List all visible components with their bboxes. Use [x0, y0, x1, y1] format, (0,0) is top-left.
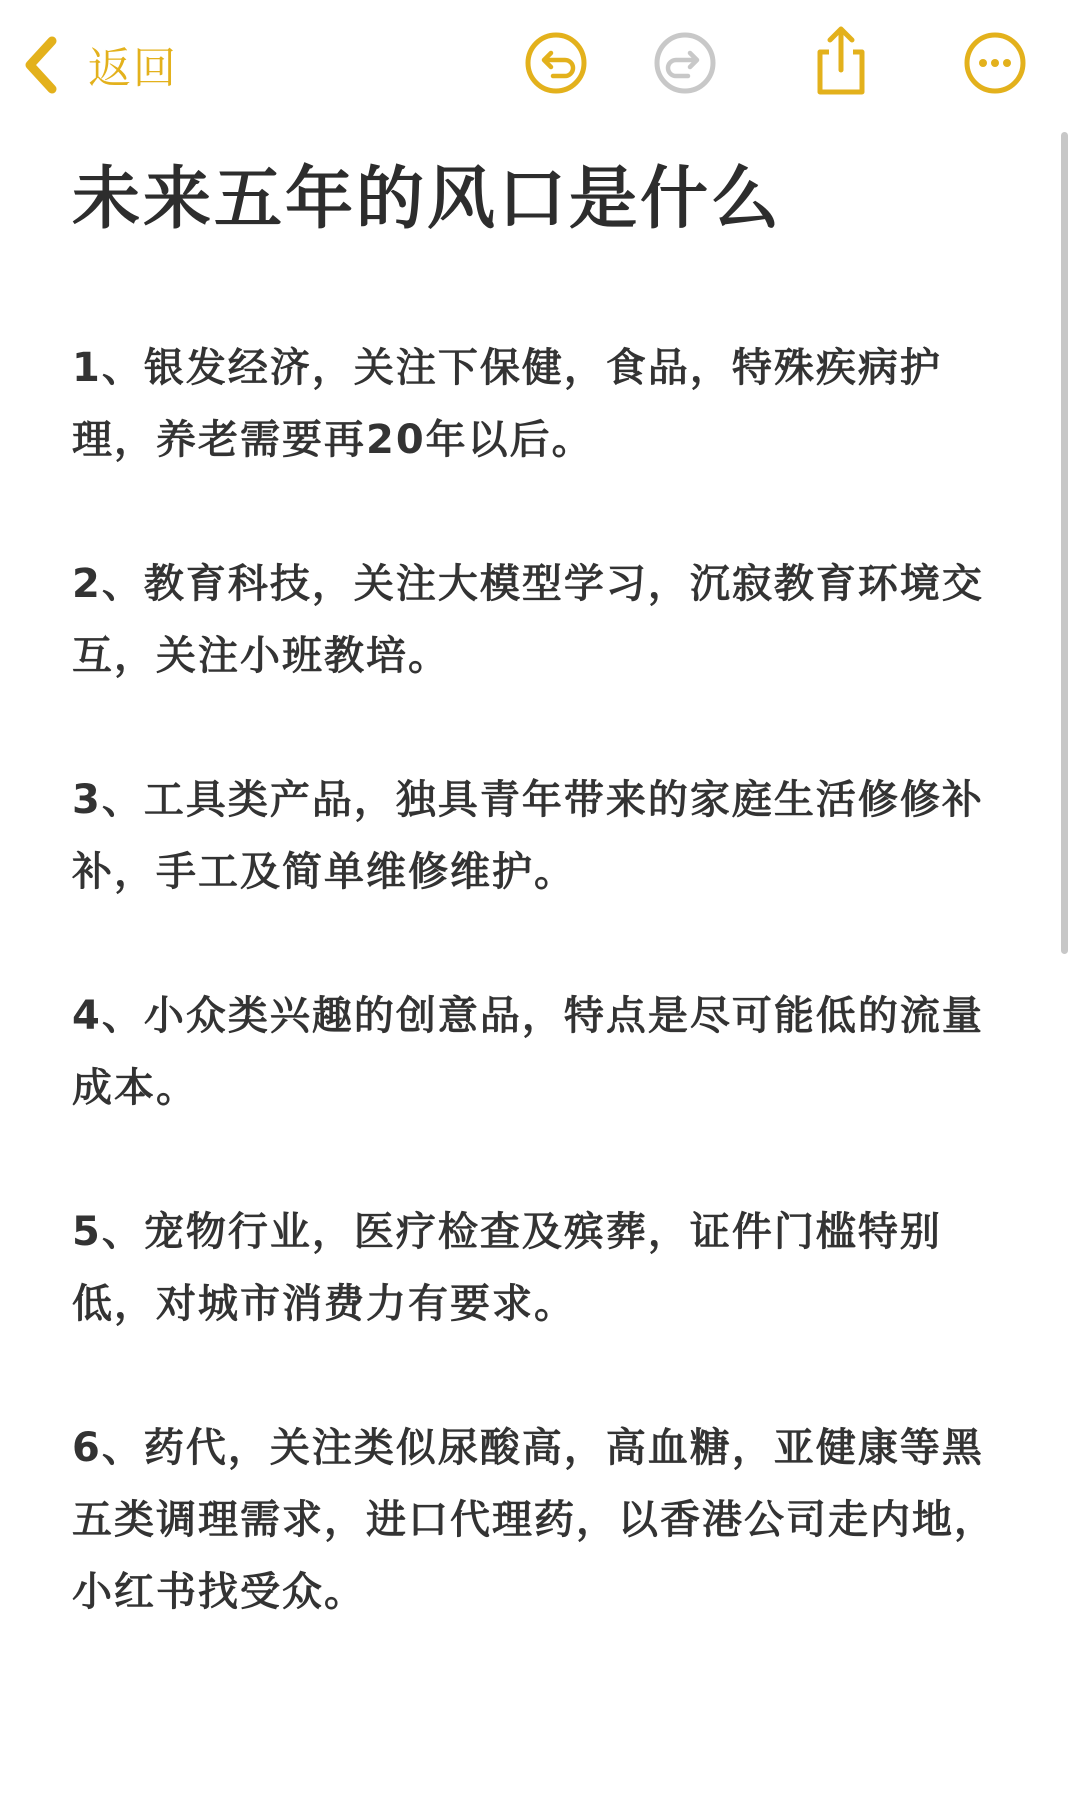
undo-icon[interactable]	[523, 30, 589, 96]
toolbar	[0, 0, 1080, 130]
note-body[interactable]	[72, 145, 1012, 1628]
share-icon[interactable]	[808, 24, 874, 98]
note-title: 未来五年的风口是什么	[72, 160, 783, 239]
back-button[interactable]	[22, 30, 178, 100]
list-item: 2、教育科技，关注大模型学习，沉寂教育环境交互，关注小班教培。	[72, 561, 984, 679]
list-item: 6、药代，关注类似尿酸高，高血糖，亚健康等黑五类调理需求，进口代理药，以香港公司走内地，小红书找受众。	[72, 1425, 996, 1615]
list-item: 3、工具类产品，独具青年带来的家庭生活修修补补，手工及简单维修维护。	[72, 777, 984, 895]
scrollbar[interactable]	[1061, 132, 1068, 954]
back-label: 返回	[88, 43, 178, 94]
list-item: 1、银发经济，关注下保健，食品，特殊疾病护理，养老需要再20年以后。	[72, 345, 942, 463]
list-item: 5、宠物行业，医疗检查及殡葬，证件门槛特别低，对城市消费力有要求。	[72, 1209, 942, 1327]
list-item: 4、小众类兴趣的创意品，特点是尽可能低的流量成本。	[72, 993, 984, 1111]
redo-icon[interactable]	[652, 30, 718, 96]
chevron-left-icon	[22, 35, 62, 95]
more-icon[interactable]	[962, 30, 1028, 96]
